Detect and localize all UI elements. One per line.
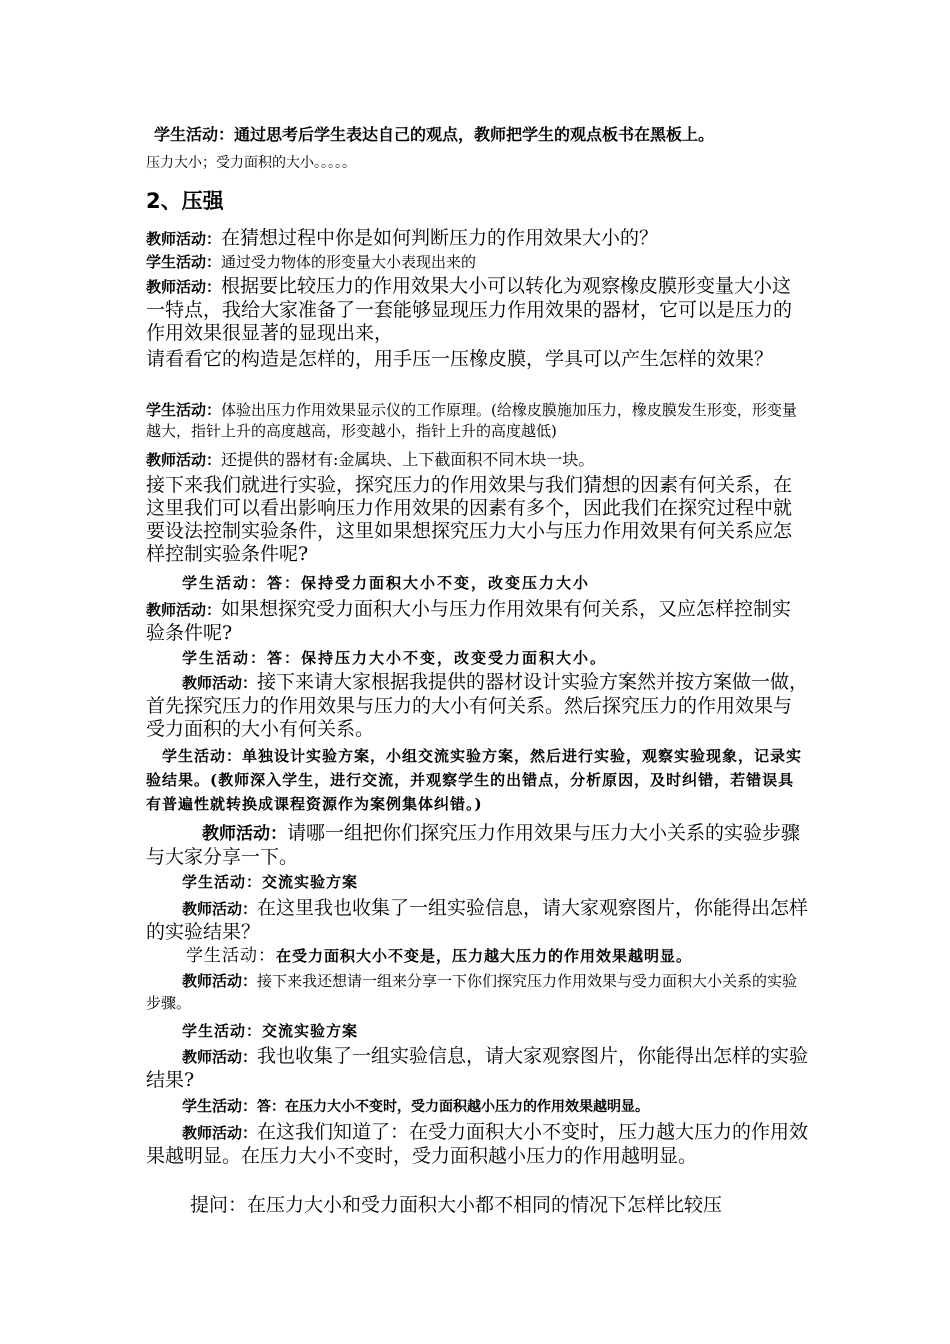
student-points-list: 压力大小；受力面积的大小。。。。。 [146,155,356,171]
teacher-activity-6: 教师活动：请哪一组把你们探究压力作用效果与压力大小关系的实验步骤与大家分享一下。 [146,822,801,868]
teacher-summary: 教师活动：在这我们知道了：在受力面积大小不变时，压力越大压力的作用效果越明显。在压力大小不变时，受力面积越小压力的作用越明显。 [146,1121,809,1167]
student-activity-7: 学生活动：交流实验方案 [182,873,359,891]
teacher-activity-9: 教师活动：我也收集了一组实验信息，请大家观察图片，你能得出怎样的实验结果? [146,1045,809,1091]
teacher-activity-7: 教师活动：在这里我也收集了一组实验信息，请大家观察图片，你能得出怎样的实验结果？ [146,897,809,943]
section-heading-pressure: 2、压强 [146,189,224,213]
teacher-activity-1: 教师活动：在猜想过程中你是如何判断压力的作用效果大小的？ [146,227,659,249]
student-activity-4: 学生活动：答：保持受力面积大小不变，改变压力大小 [182,574,591,592]
student-activity-1: 学生活动：通过思考后学生表达自己的观点，教师把学生的观点板书在黑板上。 [154,125,715,144]
teacher-activity-5: 教师活动：接下来请大家根据我提供的器材设计实验方案然并按方案做一做，首先探究压力的作用效果与压力的大小有何关系。然后探究压力的作用效果与受力面积的大小有何关系。 [146,671,809,740]
student-activity-8: 学生活动：在受力面积大小不变是，压力越大压力的作用效果越明显。 [186,946,693,966]
experiment-intro: 接下来我们就进行实验，探究压力的作用效果与我们猜想的因素有何关系，在这里我们可以看出影响压力作用效果的因素有多个，因此我们在探究过程中就要设法控制实验条件，这里如果想探究压力大小与压力作用效果有何关系应怎样控制实验条件呢? [146,474,793,565]
student-activity-9: 学生活动：交流实验方案 [182,1022,359,1040]
teacher-activity-2: 教师活动：根据要比较压力的作用效果大小可以转化为观察橡皮膜形变量大小这一特点，我给大家准备了一套能够显现压力作用效果的器材，它可以是压力的作用效果很显著的显现出来， [146,275,793,344]
teacher-question: 提问：在压力大小和受力面积大小都不相同的情况下怎样比较压 [190,1194,723,1216]
teacher-activity-4: 教师活动：如果想探究受力面积大小与压力作用效果有何关系，又应怎样控制实验条件呢? [146,598,792,644]
teacher-activity-3: 教师活动：还提供的器材有:金属块、上下截面积不同木块一块。 [146,450,595,469]
student-activity-2: 学生活动：通过受力物体的形变量大小表现出来的 [146,253,477,271]
student-activity-6: 学生活动：单独设计实验方案，小组交流实验方案，然后进行实验，观察实验现象，记录实验结果。(教师深入学生，进行交流，并观察学生的出错点，分析原因，及时纠错，若错误具有普遍性就转换成课程资源作为案例集体纠错。) [146,747,803,813]
student-activity-5: 学生活动：答：保持压力大小不变，改变受力面积大小。 [182,649,608,667]
student-activity-3: 学生活动：体验出压力作用效果显示仪的工作原理。(给橡皮膜施加压力，橡皮膜发生形变，形变量越大，指针上升的高度越高，形变越小，指针上升的高度越低) [146,401,797,440]
student-activity-10: 学生活动：答：在压力大小不变时，受力面积越小压力的作用效果越明显。 [182,1097,650,1115]
teacher-activity-2-continued: 请看看它的构造是怎样的，用手压一压橡皮膜，学具可以产生怎样的效果？ [146,348,774,370]
teacher-activity-8: 教师活动：接下来我还想请一组来分享一下你们探究压力作用效果与受力面积大小关系的实验步骤。 [146,972,798,1012]
